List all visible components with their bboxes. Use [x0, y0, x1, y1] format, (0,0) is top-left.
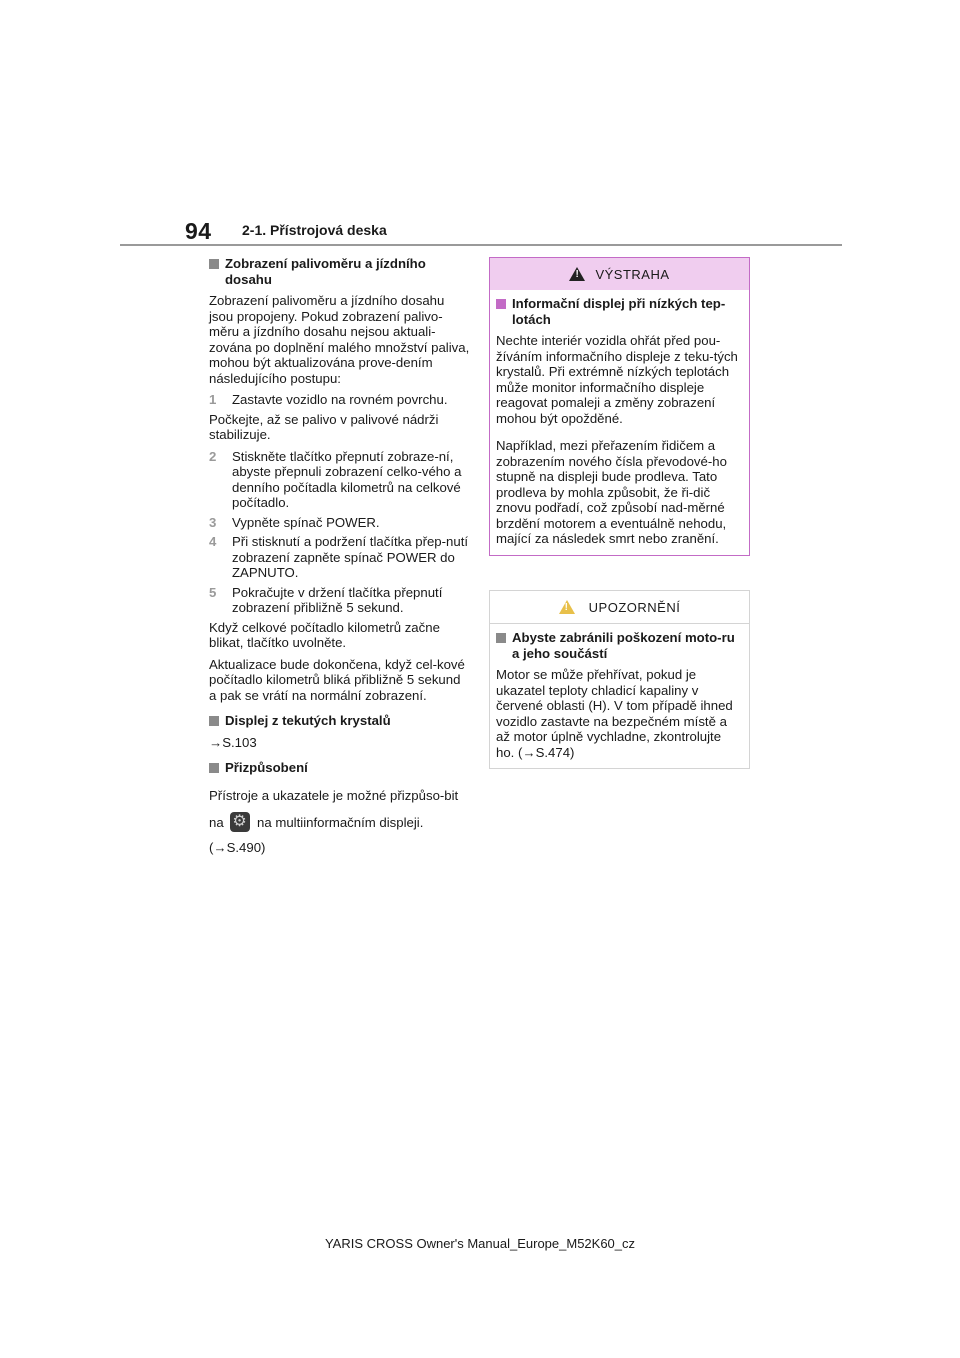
step-number: 1 [209, 392, 217, 407]
warning-header [490, 258, 749, 290]
left-column [209, 256, 471, 861]
caution-triangle-icon: ! [559, 600, 575, 614]
notice-section-heading: Abyste zabránili poškození moto-ru a jeho součástí [496, 630, 743, 661]
footer-text: YARIS CROSS Owner's Manual_Europe_M52K60_cz [324, 1236, 636, 1251]
step-text: Vypněte spínač POWER. [232, 514, 380, 530]
page-reference: (→S.490) [209, 839, 266, 855]
paragraph: Například, mezi přeřazením řidičem a zobrazením nového čísla převodové-ho stupně na displeji bude prodleva. Tato prodleva by mohla způsobit, že ři-dič znovu podřadí, což způsobí nad-měrné brzdění motorem a eventuálně nehodu, mající za následek smrt nebo zranění. [496, 438, 727, 546]
paragraph [209, 782, 471, 836]
section-heading-fuel: Zobrazení palivoměru a jízdního dosahu [209, 256, 471, 287]
paragraph: Zobrazení palivoměru a jízdního dosahu jsou propojeny. Pokud zobrazení palivo-měru a jízdního dosahu nejsou aktuali-zována po doplnění malého množství paliva, mohou být aktualizována prove-dením následujícího postupu: [209, 293, 470, 386]
notice-body [490, 624, 749, 768]
warning-box [489, 257, 750, 556]
section-heading-customization: Přizpůsobení [209, 760, 471, 776]
step-number: 3 [209, 514, 217, 530]
paragraph: Počkejte, až se palivo v palivové nádrži stabilizuje. [209, 411, 439, 442]
notice-box [489, 590, 750, 769]
paragraph-part: Přístroje a ukazatele je možné přizpůso-bit na [209, 787, 459, 830]
step-2 [209, 449, 471, 511]
header-divider [120, 244, 842, 246]
paragraph: Když celkové počítadlo kilometrů začne blikat, tlačítko uvolněte. [209, 619, 440, 650]
notice-heading: UPOZORNĚNÍ [588, 599, 681, 615]
warning-body [490, 290, 749, 555]
step-4 [209, 534, 471, 581]
step-5 [209, 585, 471, 616]
section-title: 2-1. Přístrojová deska [242, 222, 387, 238]
page-reference: →S.103 [209, 734, 257, 750]
step-3 [209, 515, 471, 531]
paragraph-part: na multiinformačním displeji. [257, 814, 424, 830]
step-text: Pokračujte v držení tlačítka přepnutí zobrazení přibližně 5 sekund. [232, 584, 443, 615]
gear-icon [230, 812, 250, 832]
step-number: 4 [209, 534, 217, 549]
step-1 [209, 392, 471, 408]
step-text: Při stisknutí a podržení tlačítka přep-nutí zobrazení zapněte spínač POWER do ZAPNUTO. [232, 534, 469, 580]
step-number: 5 [209, 584, 217, 600]
warning-section-heading: Informační displej při nízkých tep-lotách [496, 296, 743, 327]
page-number: 94 [185, 218, 212, 244]
step-text: Stiskněte tlačítko přepnutí zobraze-ní, abyste přepnuli zobrazení celko-vého a denního počítadla kilometrů na celkové počítadlo. [232, 448, 462, 510]
paragraph: Aktualizace bude dokončena, když cel-kové počítadlo kilometrů bliká přibližně 5 sekund a pak se vrátí na normální zobrazení. [209, 656, 465, 703]
warning-triangle-icon: ! [569, 267, 585, 281]
step-text: Zastavte vozidlo na rovném povrchu. [232, 392, 448, 407]
warning-heading: VÝSTRAHA [595, 266, 670, 282]
section-heading-lcd: Displej z tekutých krystalů [209, 713, 471, 729]
paragraph: Nechte interiér vozidla ohřát před pou-žíváním informačního displeje z teku-tých krystalů. Při extrémně nízkých teplotách může monitor informačního displeje reagovat pomaleji a změny zobrazení mohou být opožděné. [496, 333, 738, 426]
paragraph: Motor se může přehřívat, pokud je ukazatel teploty chladicí kapaliny v červené oblasti (H). V tom případě ihned vozidlo zastavte na bezpečném místě a až motor úplně vychladne, zkontrolujte ho. (→S.474) [496, 667, 733, 760]
step-number: 2 [209, 448, 217, 464]
notice-header [490, 591, 749, 624]
